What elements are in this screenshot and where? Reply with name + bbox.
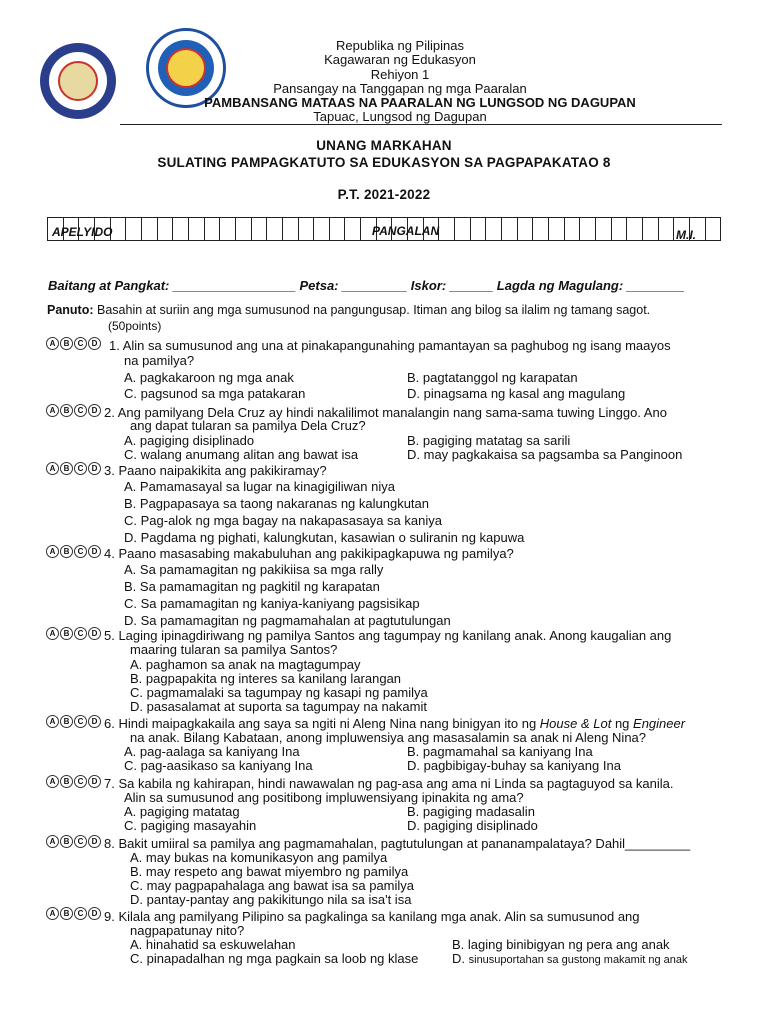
answer-bubbles-q4[interactable]	[46, 545, 101, 558]
question-6-line-1: 6. Hindi maipagkakaila ang saya sa ngiti ni Aleng Nina nang binigyan ito ng House & Lot ng Engineer	[104, 716, 686, 731]
quarter-title: UNANG MARKAHAN	[316, 138, 452, 153]
q9-option-b: B. laging binibigyan ng pera ang anak	[452, 937, 670, 952]
instructions-label: Panuto:	[47, 303, 94, 317]
bubble-d[interactable]: D	[88, 715, 101, 728]
answer-bubbles-q7[interactable]	[46, 775, 101, 788]
bubble-a[interactable]: A	[46, 775, 59, 788]
bubble-a[interactable]: A	[46, 337, 59, 350]
bubble-c[interactable]: C	[74, 835, 87, 848]
q4-option-c: C. Sa pamamagitan ng kaniya-kaniyang pagsisikap	[124, 596, 420, 611]
q7-option-c: C. pagiging masayahin	[124, 818, 257, 833]
q6-option-d: D. pagbibigay-buhay sa kaniyang Ina	[407, 758, 621, 773]
q6-option-c: C. pag-aasikaso sa kaniyang Ina	[124, 758, 313, 773]
q8-option-b: B. may respeto ang bawat miyembro ng pamilya	[130, 864, 409, 879]
q2-option-a: A. pagiging disiplinado	[124, 433, 255, 448]
middle-initial-label: M.I.	[676, 228, 696, 242]
bubble-d[interactable]: D	[88, 462, 101, 475]
question-2-line-1: 2. Ang pamilyang Dela Cruz ay hindi nakalilimot manalangin nang sama-sama tuwing Linggo. Ano	[104, 405, 667, 420]
bubble-b[interactable]: B	[60, 907, 73, 920]
q9-option-c: C. pinapadalhan ng mga pagkain sa loob ng klase	[130, 951, 419, 966]
school-name: PAMBANSANG MATAAS NA PAARALAN NG LUNGSOD NG DAGUPAN	[204, 95, 636, 110]
question-8-line-1: 8. Bakit umiiral sa pamilya ang pagmamahalan, pagtutulungan at pananampalataya? Dahil_________	[104, 836, 691, 851]
surname-label: APELYIDO	[52, 225, 113, 239]
bubble-a[interactable]: A	[46, 462, 59, 475]
question-5-line-1: 5. Laging ipinagdiriwang ng pamilya Santos ang tagumpay ng kanilang anak. Anong kaugalian ang	[104, 628, 672, 643]
q4-option-a: A. Sa pamamagitan ng pakikiisa sa mga rally	[124, 562, 384, 577]
answer-bubbles-q9[interactable]	[46, 907, 101, 920]
bubble-c[interactable]: C	[74, 404, 87, 417]
question-7-line-1: 7. Sa kabila ng kahirapan, hindi nawawalan ng pag-asa ang ama ni Linda sa pagtaguyod sa kanila.	[104, 776, 674, 791]
bubble-b[interactable]: B	[60, 715, 73, 728]
bubble-d[interactable]: D	[88, 337, 101, 350]
q4-option-b: B. Sa pamamagitan ng pagkitil ng karapatan	[124, 579, 380, 594]
bubble-c[interactable]: C	[74, 775, 87, 788]
q7-option-a: A. pagiging matatag	[124, 804, 240, 819]
question-5-line-2: maaring tularan sa pamilya Santos?	[130, 642, 338, 657]
header-line-1: Republika ng Pilipinas	[336, 38, 464, 53]
q4-option-d: D. Sa pamamagitan ng pagmamahalan at pagtutulungan	[124, 613, 451, 628]
bubble-b[interactable]: B	[60, 775, 73, 788]
q5-option-d: D. pasasalamat at suporta sa tagumpay na nakamit	[130, 699, 427, 714]
header-line-4: Pansangay na Tanggapan ng mga Paaralan	[273, 81, 527, 96]
bubble-c[interactable]: C	[74, 462, 87, 475]
q3-option-c: C. Pag-alok ng mga bagay na nakapasasaya sa kaniya	[124, 513, 442, 528]
first-name-label: PANGALAN	[372, 224, 440, 238]
bubble-d[interactable]: D	[88, 627, 101, 640]
q8-option-c: C. may pagpapahalaga ang bawat isa sa pamilya	[130, 878, 415, 893]
q9-option-a: A. hinahatid sa eskuwelahan	[130, 937, 296, 952]
q6-option-b: B. pagmamahal sa kaniyang Ina	[407, 744, 593, 759]
q2-option-c: C. walang anumang alitan ang bawat isa	[124, 447, 359, 462]
bubble-a[interactable]: A	[46, 627, 59, 640]
q9-option-d: D. sinusuportahan sa gustong makamit ng anak	[452, 951, 688, 966]
q7-option-b: B. pagiging madasalin	[407, 804, 535, 819]
bubble-b[interactable]: B	[60, 404, 73, 417]
header-line-3: Rehiyon 1	[370, 67, 430, 82]
school-seal-logo	[40, 43, 116, 119]
bubble-b[interactable]: B	[60, 462, 73, 475]
answer-bubbles-q8[interactable]	[46, 835, 101, 848]
school-address: Tapuac, Lungsod ng Dagupan	[313, 109, 487, 124]
q2-option-d: D. may pagkakaisa sa pagsamba sa Panginoon	[407, 447, 683, 462]
instructions	[47, 303, 737, 317]
bubble-d[interactable]: D	[88, 907, 101, 920]
bubble-b[interactable]: B	[60, 835, 73, 848]
test-title: SULATING PAMPAGKATUTO SA EDUKASYON SA PAGPAPAKATAO 8	[157, 155, 611, 170]
bubble-b[interactable]: B	[60, 545, 73, 558]
q7-option-d: D. pagiging disiplinado	[407, 818, 538, 833]
q5-option-a: A. paghamon sa anak na magtagumpay	[130, 657, 361, 672]
answer-bubbles-q5[interactable]	[46, 627, 101, 640]
bubble-d[interactable]: D	[88, 775, 101, 788]
q8-option-a: A. may bukas na komunikasyon ang pamilya	[130, 850, 388, 865]
bubble-c[interactable]: C	[74, 627, 87, 640]
q1-option-d: D. pinagsama ng kasal ang magulang	[407, 386, 626, 401]
q1-option-b: B. pagtatanggol ng karapatan	[407, 370, 578, 385]
points-note: (50points)	[108, 319, 162, 333]
q5-option-b: B. pagpapakita ng interes sa kanilang larangan	[130, 671, 402, 686]
bubble-d[interactable]: D	[88, 835, 101, 848]
bubble-d[interactable]: D	[88, 404, 101, 417]
school-year: P.T. 2021-2022	[337, 187, 431, 202]
q5-option-c: C. pagmamalaki sa tagumpay ng kasapi ng pamilya	[130, 685, 428, 700]
question-2-line-2: ang dapat tularan sa pamilya Dela Cruz?	[130, 418, 366, 433]
header-divider	[120, 124, 722, 125]
bubble-a[interactable]: A	[46, 835, 59, 848]
bubble-c[interactable]: C	[74, 545, 87, 558]
bubble-c[interactable]: C	[74, 715, 87, 728]
bubble-c[interactable]: C	[74, 907, 87, 920]
question-7-line-2: Alin sa sumusunod ang positibong impluwensiyang ipinakita ng ama?	[124, 790, 524, 805]
question-9-line-2: nagpapatunay nito?	[130, 923, 245, 938]
bubble-c[interactable]: C	[74, 337, 87, 350]
question-1-line-2: na pamilya?	[124, 353, 195, 368]
header-line-2: Kagawaran ng Edukasyon	[324, 52, 476, 67]
q1-option-c: C. pagsunod sa mga patakaran	[124, 386, 306, 401]
q6-option-a: A. pag-aalaga sa kaniyang Ina	[124, 744, 300, 759]
question-4-line-1: 4. Paano masasabing makabuluhan ang pakikipagkapuwa ng pamilya?	[104, 546, 514, 561]
q1-option-a: A. pagkakaroon ng mga anak	[124, 370, 294, 385]
q2-option-b: B. pagiging matatag sa sarili	[407, 433, 571, 448]
answer-bubbles-q2[interactable]	[46, 404, 101, 417]
bubble-b[interactable]: B	[60, 337, 73, 350]
question-3-line-1: 3. Paano naipakikita ang pakikiramay?	[104, 463, 327, 478]
question-9-line-1: 9. Kilala ang pamilyang Pilipino sa pagkalinga sa kanilang mga anak. Alin sa sumusunod ang	[104, 909, 640, 924]
q8-option-d: D. pantay-pantay ang pakikitungo nila sa isa't isa	[130, 892, 412, 907]
instructions-text: Basahin at suriin ang mga sumusunod na pangungusap. Itiman ang bilog sa ilalim ng tamang sagot.	[97, 303, 651, 317]
bubble-a[interactable]: A	[46, 715, 59, 728]
answer-bubbles-q6[interactable]	[46, 715, 101, 728]
student-info-line: Baitang at Pangkat: _________________ Petsa: _________ Iskor: ______ Lagda ng Magulang: ________	[48, 278, 685, 293]
question-6-line-2: na anak. Bilang Kabataan, anong impluwensiya ang masasalamin sa anak ni Aleng Nina?	[130, 730, 647, 745]
bubble-d[interactable]: D	[88, 545, 101, 558]
answer-bubbles-q1[interactable]	[46, 337, 101, 350]
q3-option-d: D. Pagdama ng pighati, kalungkutan, kasawian o suliranin ng kapuwa	[124, 530, 525, 545]
q3-option-b: B. Pagpapasaya sa taong nakaranas ng kalungkutan	[124, 496, 430, 511]
question-1-line-1: 1. Alin sa sumusunod ang una at pinakapangunahing pamantayan sa paghubog ng isang maayos	[109, 338, 671, 353]
bubble-a[interactable]: A	[46, 907, 59, 920]
answer-bubbles-q3[interactable]	[46, 462, 101, 475]
q3-option-a: A. Pamamasayal sa lugar na kinagigiliwan niya	[124, 479, 395, 494]
bubble-a[interactable]: A	[46, 545, 59, 558]
bubble-a[interactable]: A	[46, 404, 59, 417]
bubble-b[interactable]: B	[60, 627, 73, 640]
